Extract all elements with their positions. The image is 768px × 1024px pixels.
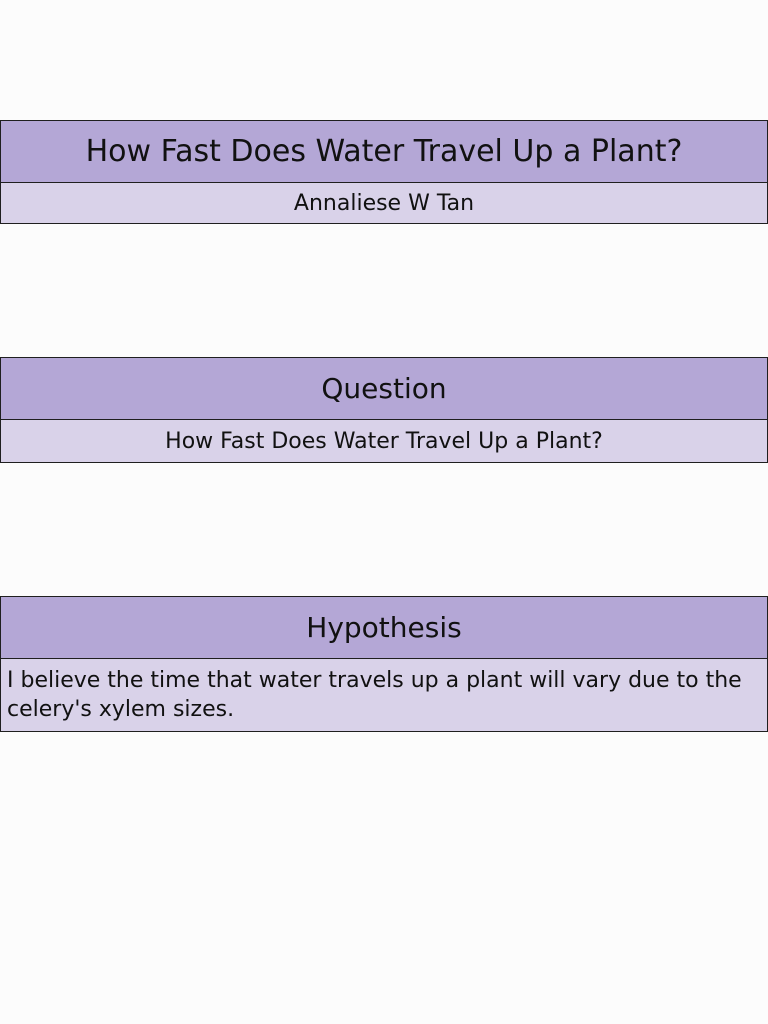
- title-card: [0, 120, 768, 224]
- page-title: How Fast Does Water Travel Up a Plant?: [0, 120, 768, 183]
- question-text: How Fast Does Water Travel Up a Plant?: [0, 420, 768, 463]
- author-name: Annaliese W Tan: [0, 183, 768, 224]
- hypothesis-heading: Hypothesis: [0, 596, 768, 659]
- question-heading: Question: [0, 357, 768, 420]
- question-card: [0, 357, 768, 463]
- hypothesis-text: I believe the time that water travels up a plant will vary due to the celery's xylem sizes.: [0, 659, 768, 732]
- hypothesis-card: [0, 596, 768, 732]
